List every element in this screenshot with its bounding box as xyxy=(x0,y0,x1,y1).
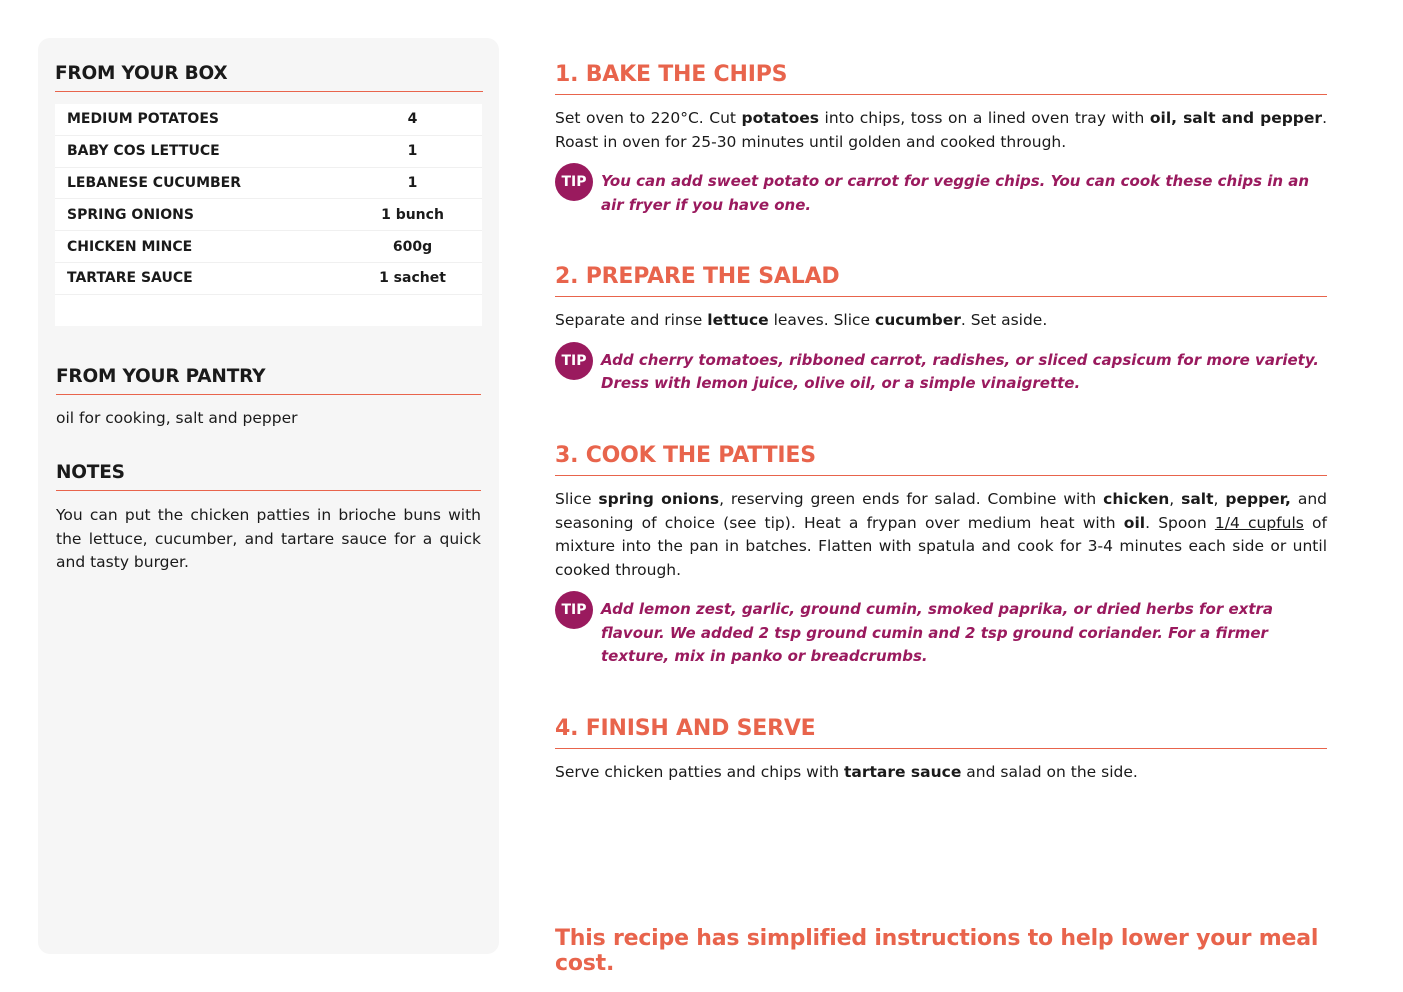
step-title: 3. COOK THE PATTIES xyxy=(555,443,1327,476)
body-text: Serve chicken patties and chips with xyxy=(555,763,844,781)
table-row xyxy=(55,136,482,168)
body-text: Set oven to 220°C. Cut xyxy=(555,109,742,127)
bold-text: chicken xyxy=(1103,490,1170,508)
bold-text: lettuce xyxy=(707,311,769,329)
ingredient-qty: 1 bunch xyxy=(381,206,444,223)
ingredient-name: SPRING ONIONS xyxy=(67,206,194,223)
body-text: of mixture into the pan in batches. Flatten with spatula and cook for 3-4 minutes each side or until cooked through. xyxy=(555,513,1327,579)
step-prepare-salad xyxy=(555,264,1327,396)
step-title: 4. FINISH AND SERVE xyxy=(555,716,1327,749)
step-finish-serve xyxy=(555,716,1327,785)
ingredients-sidebar xyxy=(38,38,499,954)
ingredient-qty: 1 sachet xyxy=(379,270,446,287)
ingredient-name: LEBANESE CUCUMBER xyxy=(67,174,242,191)
underlined-text: 1/4 cupfuls xyxy=(1214,513,1304,532)
ingredients-table xyxy=(55,104,482,326)
tip-text: Add lemon zest, garlic, ground cumin, smoked paprika, or dried herbs for extra flavour. We added 2 tsp ground cumin and 2 tsp ground coriander. For a firmer texture, mix in panko or breadcrumbs. xyxy=(601,600,1274,665)
body-text: , xyxy=(1169,490,1182,508)
step-body xyxy=(555,488,1327,582)
body-text: , reserving green ends for salad. Combine with xyxy=(719,490,1104,508)
ingredient-qty: 1 xyxy=(407,143,418,160)
bold-text: oil xyxy=(1123,513,1146,532)
step-bake-chips xyxy=(555,62,1327,217)
bold-text: spring onions xyxy=(598,490,720,508)
from-your-box-heading: FROM YOUR BOX xyxy=(55,63,483,92)
table-row xyxy=(55,231,482,263)
tip-text: Add cherry tomatoes, ribboned carrot, radishes, or sliced capsicum for more variety. Dress with lemon juice, olive oil, or a simple vinaigrette. xyxy=(601,350,1319,392)
body-text: and salad on the side. xyxy=(961,763,1138,781)
bold-text: potatoes xyxy=(741,109,819,127)
body-text: Slice xyxy=(555,490,599,508)
ingredient-qty: 4 xyxy=(407,111,418,128)
tip-badge: TIP xyxy=(555,163,593,201)
ingredient-name: MEDIUM POTATOES xyxy=(67,111,219,128)
body-text: . Set aside. xyxy=(960,311,1048,329)
bold-text: pepper, xyxy=(1225,490,1291,508)
step-body xyxy=(555,761,1327,785)
body-text: Separate and rinse xyxy=(555,311,708,329)
footer-note: This recipe has simplified instructions to help lower your meal cost. xyxy=(555,926,1319,976)
tip-callout xyxy=(555,170,1327,217)
step-title: 1. BAKE THE CHIPS xyxy=(555,62,1327,95)
table-row xyxy=(55,104,482,136)
ingredient-name: BABY COS LETTUCE xyxy=(67,143,220,160)
step-cook-patties xyxy=(555,443,1327,669)
from-your-pantry-heading: FROM YOUR PANTRY xyxy=(56,366,481,395)
tip-badge: TIP xyxy=(555,342,593,380)
step-body xyxy=(555,309,1327,333)
tip-callout xyxy=(555,598,1327,669)
table-row xyxy=(55,199,482,231)
tip-callout xyxy=(555,349,1327,396)
notes-text: You can put the chicken patties in brioche buns with the lettuce, cucumber, and tartare sauce for a quick and tasty burger. xyxy=(56,506,481,571)
body-text: leaves. Slice xyxy=(768,311,875,329)
ingredient-qty: 600g xyxy=(392,238,433,255)
ingredient-qty: 1 xyxy=(407,174,418,191)
bold-text: oil, salt and pepper xyxy=(1149,109,1323,127)
tip-badge: TIP xyxy=(555,591,593,629)
body-text: and seasoning of choice (see tip). Heat a frypan over medium heat with xyxy=(555,490,1328,532)
step-title: 2. PREPARE THE SALAD xyxy=(555,264,1327,297)
bold-text: cucumber xyxy=(875,311,961,329)
body-text: . Roast in oven for 25-30 minutes until golden and cooked through. xyxy=(555,109,1327,151)
ingredient-name: CHICKEN MINCE xyxy=(67,238,193,255)
body-text: . Spoon xyxy=(1145,513,1215,532)
step-body xyxy=(555,107,1327,154)
notes-heading: NOTES xyxy=(56,462,481,491)
table-row xyxy=(55,168,482,200)
pantry-text: oil for cooking, salt and pepper xyxy=(56,409,298,427)
body-text: , xyxy=(1213,490,1226,508)
bold-text: tartare sauce xyxy=(844,763,962,781)
tip-text: You can add sweet potato or carrot for veggie chips. You can cook these chips in an air fryer if you have one. xyxy=(601,172,1310,214)
ingredient-name: TARTARE SAUCE xyxy=(67,270,193,287)
body-text: into chips, toss on a lined oven tray with xyxy=(818,109,1150,127)
bold-text: salt xyxy=(1181,490,1214,508)
table-row xyxy=(55,263,482,295)
